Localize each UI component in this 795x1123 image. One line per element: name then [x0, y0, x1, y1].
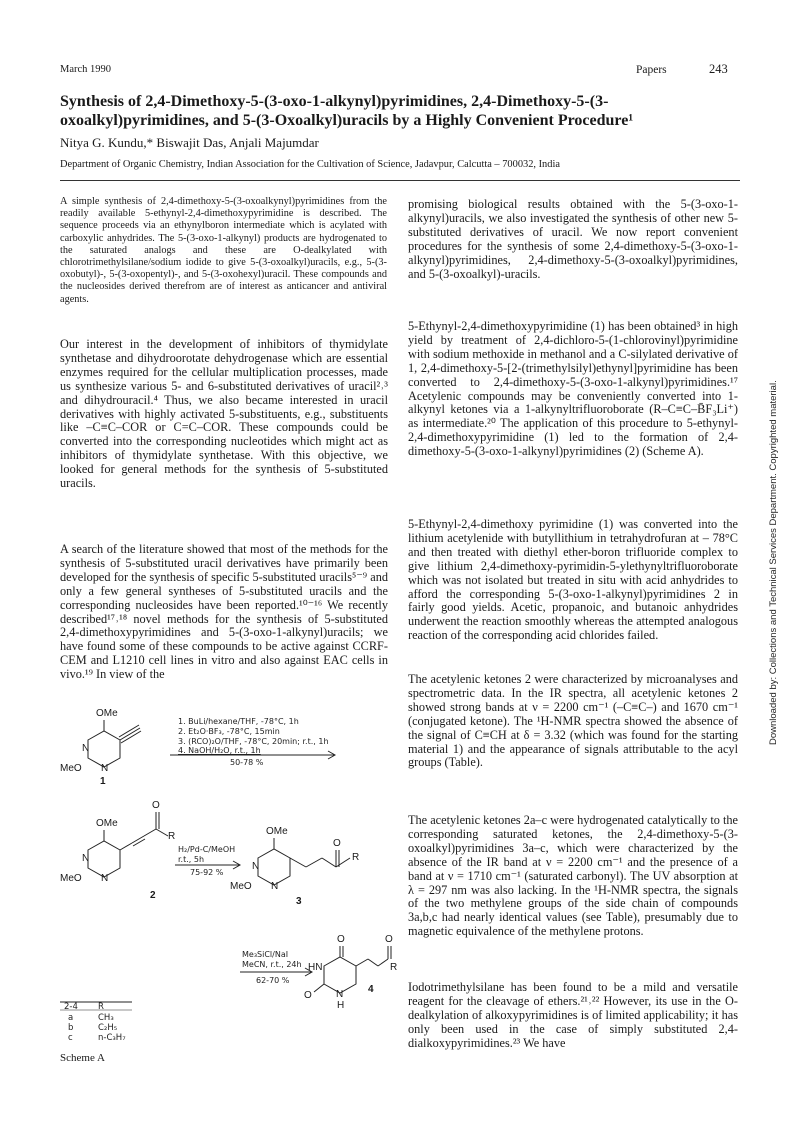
- n-label-3b: N: [271, 881, 279, 892]
- o-label-3: O: [333, 838, 341, 849]
- meo-label-2: MeO: [60, 873, 82, 884]
- step1-cond-1: 1. BuLi/hexane/THF, -78°C, 1h: [178, 717, 299, 726]
- download-notice: Downloaded by: Collections and Technical Services Department. Copyrighted material.: [768, 380, 779, 745]
- n-label-4: N: [336, 989, 344, 1000]
- paragraph-ethynyl: 5-Ethynyl-2,4-dimethoxypyrimidine (1) has been obtained³ in high yield by treatment of 2,4-dichloro-5-(1-chlorovinyl)pyrimidine with sodium methoxide in methanol and a C-silylated derivative of 1, 2,4-dimethoxy-5-[2-(trimethylsilyl)ethynyl]pyrimidine has been converted to 2,4-dimethoxy-5-(3-oxo-1-alkynyl)pyrimidines.¹⁷ Acetylenic compounds may be conveniently converted into 1-alkynyl ketones via a 1-alkynyltrifluoroborate (R–C≡C–B̄F₃Li⁺) as intermediate.²⁰ The application of this procedure to 5-ethynyl-2,4-dimethoxypyrimidine (1) led to the formation of 2,4-dimethoxy-5-(3-oxo-1-alkynyl)pyrimidines (2) (Scheme A).: [408, 319, 738, 459]
- n-label-1b: N: [101, 763, 109, 774]
- n-label-3a: N: [252, 861, 260, 872]
- meo-label-3: MeO: [230, 881, 252, 892]
- step2-cond-2: r.t., 5h: [178, 855, 205, 864]
- paragraph-literature: A search of the literature showed that most of the methods for the synthesis of 5-substituted uracil derivatives have primarily been developed for the synthesis of specific 5-substituted uracils⁵⁻⁹ and only a few general syntheses of 5-substituted uracils and the corresponding nucleosides have been reported.¹⁰⁻¹⁶ We recently described¹⁷˒¹⁸ novel methods for the synthesis of 5-substituted 2,4-dimethoxypyrimidines and 5-(3-oxo-1-alkynyl)uracils; we have found some of these compounds to be active against CCRF-CEM and L1210 cell lines in vitro and also against EAC cells in vivo.¹⁹ In view of the: [60, 542, 388, 682]
- table-row-c-key: c: [68, 1033, 73, 1043]
- page-number: 243: [709, 62, 728, 76]
- pyrimidine-ring-1: [88, 731, 120, 767]
- ome-label-2: OMe: [96, 818, 118, 829]
- header-section: Papers: [636, 64, 667, 76]
- step1-cond-4: 4. NaOH/H₂O, r.t., 1h: [178, 746, 261, 755]
- step2-cond-1: H₂/Pd-C/MeOH: [178, 845, 236, 854]
- step3-cond-2: MeCN, r.t., 24h: [242, 960, 302, 969]
- pyrimidine-ring-3: [258, 849, 290, 885]
- o-label-2: O: [152, 800, 160, 811]
- o-label-4a: O: [337, 934, 345, 945]
- n-label-2a: N: [82, 853, 90, 864]
- divider: [60, 180, 740, 181]
- paragraph-characterization: The acetylenic ketones 2 were characterized by microanalyses and spectrometric data. In the IR spectra, all acetylenic ketones 2 showed strong bands at ν = 2200 cm⁻¹ (–C≡C–) and 1670 cm⁻¹ (conjugated ketone). The ¹H-NMR spectra showed the absence of the signal of C≡CH at δ = 3.32 (which was found for the starting material 1) and the appearance of signals attributable to the acyl groups (Table).: [408, 672, 738, 770]
- authors: Nitya G. Kundu,* Biswajit Das, Anjali Majumdar: [60, 135, 319, 150]
- compound-1-label: 1: [100, 776, 106, 787]
- scheme-a: [60, 700, 400, 1100]
- paragraph-intro: Our interest in the development of inhibitors of thymidylate synthetase and dihydroorotate dehydrogenase which are essential enzymes required for the cellular multiplication processes, made us synthesize various 5- and 6-substituted derivatives of uracil²˒³ and dihydrouracil.⁴ Thus, we also became interested in uracil derivatives with highly activated 5-substituents, e.g., substituents like –C≡C–COR or C=C–COR. These compounds could be converted into the corresponding nucleotides which might act as inhibitors of thymidylate synthetase. With this objective, we looked for general methods for the synthesis of 5-substituted uracils.: [60, 337, 388, 491]
- paragraph-lithium: 5-Ethynyl-2,4-dimethoxy pyrimidine (1) was converted into the lithium acetylenide with butyllithium in tetrahydrofuran at – 78°C and then treated with diethyl ether-boron trifluoride complex to give lithium 2,4-dimethoxy-pyrimidin-5-ylethynyltrifluoroborate which was not isolated but treated in situ with acid anhydrides to afford the corresponding 5-(3-oxo-1-alkynyl)pyrimidines 2 in fairly good yields. Acetic, propanoic, and butanoic anhydrides underwent the reaction smoothly whereas the attempted analogous reaction of the corresponding acid chlorides failed.: [408, 517, 738, 643]
- r-label-2: R: [168, 831, 176, 842]
- step1-cond-3: 3. (RCO)₂O/THF, -78°C, 20min; r.t., 1h: [178, 737, 329, 746]
- step3-yield: 62-70 %: [256, 976, 290, 985]
- table-row-b-value: C₂H₅: [98, 1023, 118, 1033]
- ome-label-3: OMe: [266, 826, 288, 837]
- compound-2-label: 2: [150, 890, 156, 901]
- n-label-2b: N: [101, 873, 109, 884]
- step1-yield: 50-78 %: [230, 758, 264, 767]
- hn-label-4: HN: [308, 962, 323, 973]
- table-row-c-value: n-C₃H₇: [98, 1033, 126, 1043]
- paragraph-promising: promising biological results obtained with the 5-(3-oxo-1-alkynyl)uracils, we also investigated the synthesis of other new 5-substituted derivatives of uracil. We now report convenient procedures for the synthesis of some 2,4-dimethoxy-5-(3-oxo-1-alkynyl)pyrimidines, 2,4-dimethoxy-5-(3-oxoalkyl)pyrimidines, and 5-(3-oxoalkyl)-uracils.: [408, 197, 738, 281]
- o-label-4c: O: [304, 990, 312, 1001]
- table-row-a-key: a: [68, 1013, 74, 1023]
- paragraph-iodotrimethylsilane: Iodotrimethylsilane has been found to be a mild and versatile reagent for the cleavage of ethers.²¹˒²² However, its use in the O-dealkylation of alkoxypyrimidines is of limited applicability; it has only been used in the case of simply substituted 2,4-dialkoxypyrimidines.²³ We have: [408, 980, 738, 1050]
- abstract: A simple synthesis of 2,4-dimethoxy-5-(3-oxoalkynyl)pyrimidines from the readily available 5-ethynyl-2,4-dimethoxypyrimidine is described. The sequence proceeds via an ethynylboron intermediate which is acylated with carboxylic anhydrides. The 5-(3-oxo-1-alkynyl) products are hydrogenated to the saturated analogs and these are O-dealkylated with chlorotrimethylsilane/sodium iodide to give 5-(3-oxoalkyl)uracils, e.g., 5-(3-oxobutyl)-, 5-(3-oxopentyl)-, and 5-(3-oxohexyl)uracil. These compounds and the nucleosides derived therefrom are of interest as anticancer and antiviral agents.: [60, 196, 387, 305]
- table-row-a-value: CH₃: [98, 1013, 114, 1023]
- step3-cond-1: Me₃SiCl/NaI: [242, 950, 289, 959]
- compound-4-label: 4: [368, 984, 374, 995]
- compound-3-label: 3: [296, 896, 302, 907]
- table-header-compounds: 2-4: [64, 1002, 78, 1012]
- step2-yield: 75-92 %: [190, 868, 224, 877]
- r-label-3: R: [352, 852, 360, 863]
- r-label-4: R: [390, 962, 398, 973]
- h-label-4: H: [337, 1000, 345, 1011]
- paragraph-hydrogenation: The acetylenic ketones 2a–c were hydrogenated catalytically to the corresponding saturated ketones, the 2,4-dimethoxy-5-(3-oxoalkyl)pyrimidines 3a–c, which were characterized by the absence of the IR band at ν = 2200 cm⁻¹ and the presence of a band at ν = 1710 cm⁻¹ (saturated carbonyl). The UV absorption at λ = 297 nm was also lacking. In the ¹H-NMR spectra, the signals of the two methylene groups of the side chain of compounds 3a,b,c had nearly identical values (see Table), presumably due to magnetic equivalence of the methylene protons.: [408, 813, 738, 939]
- table-header-r: R: [98, 1002, 104, 1012]
- scheme-caption: Scheme A: [60, 1052, 105, 1064]
- affiliation: Department of Organic Chemistry, Indian Association for the Cultivation of Science, Jadavpur, Calcutta – 700032, India: [60, 159, 560, 170]
- uracil-ring-4: [324, 957, 356, 993]
- step1-cond-2: 2. Et₂O·BF₃, -78°C, 15min: [178, 727, 280, 736]
- article-title: Synthesis of 2,4-Dimethoxy-5-(3-oxo-1-alkynyl)pyrimidines, 2,4-Dimethoxy-5-(3-oxoalkyl)pyrimidines, and 5-(3-Oxoalkyl)uracils by a Highly Convenient Procedure¹: [60, 93, 634, 129]
- o-label-4b: O: [385, 934, 393, 945]
- n-label-1a: N: [82, 743, 90, 754]
- meo-label-1: MeO: [60, 763, 82, 774]
- table-row-b-key: b: [68, 1023, 74, 1033]
- pyrimidine-ring-2: [88, 841, 120, 877]
- ome-label-1: OMe: [96, 708, 118, 719]
- header-date: March 1990: [60, 64, 112, 75]
